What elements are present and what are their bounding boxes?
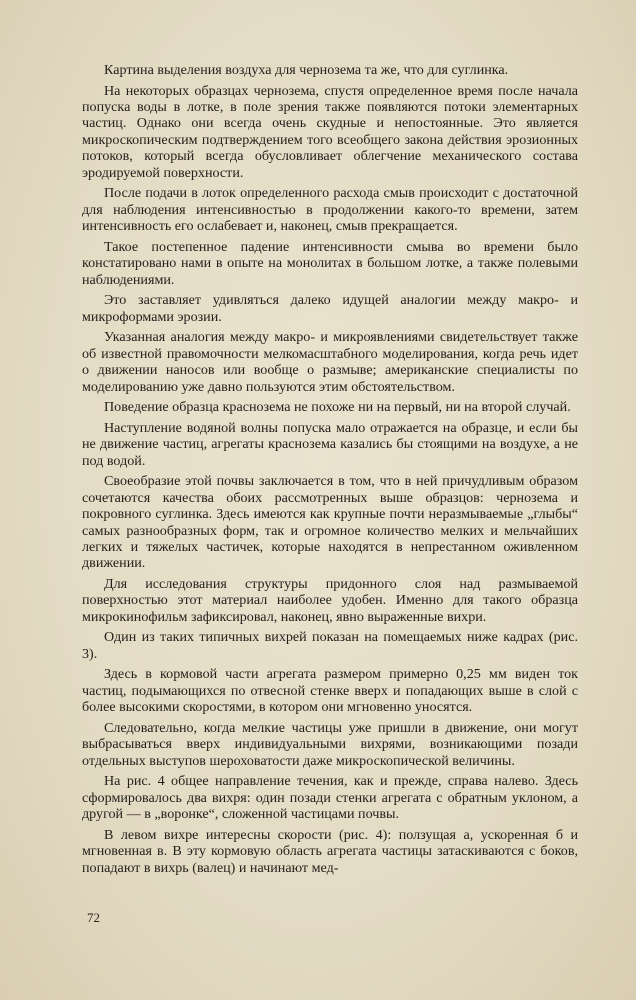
paragraph: Здесь в кормовой части агрегата размером примерно 0,25 мм виден ток частиц, подымающихся по отвесной стенке вверх и попадающих выше в слой с более высокими скоростями, в котором они мгновенно уносятся. bbox=[82, 666, 578, 716]
paragraph: Своеобразие этой почвы заключается в том, что в ней причудливым образом сочетаются качества обоих рассмотренных выше образцов: чернозема и покровного суглинка. Здесь имеются как крупные почти неразмываемые „глыбы“ самых разнообразных форм, так и огромное количество мелких и мельчайших легких и тяжелых частичек, которые находятся в непрестанном оживленном движении. bbox=[82, 473, 578, 572]
paragraph: Следовательно, когда мелкие частицы уже пришли в движение, они могут выбрасываться вверх индивидуальными вихрями, возникающими позади отдельных выступов шероховатости даже микроскопической величины. bbox=[82, 719, 578, 769]
paragraph: На рис. 4 общее направление течения, как и прежде, справа налево. Здесь сформировалось два вихря: один позади стенки агрегата с обратным уклоном, а другой — в „воронке“, сложенной частицами почвы. bbox=[82, 773, 578, 823]
paragraph: В левом вихре интересны скорости (рис. 4): ползущая а, ускоренная б и мгновенная в. В эту кормовую область агрегата частицы затаскиваются с боков, попадают в вихрь (валец) и начинают мед- bbox=[82, 826, 578, 876]
paragraph: Указанная аналогия между макро- и микроявлениями свидетельствует также об известной правомочности мелкомасштабного моделирования, когда речь идет о движении наносов или вообще о размыве; американские специалисты по моделированию уже давно пользуются этим обстоятельством. bbox=[82, 329, 578, 395]
paragraph: Поведение образца краснозема не похоже ни на первый, ни на второй случай. bbox=[104, 399, 571, 416]
paragraph: Наступление водяной волны попуска мало отражается на образце, и если бы не движение частиц, агрегаты краснозема казались бы стоящими на воздухе, а не под водой. bbox=[82, 419, 578, 469]
paragraph: После подачи в лоток определенного расхода смыв происходит с достаточной для наблюдения интенсивностью в продолжении какого-то времени, затем интенсивность его ослабевает и, наконец, смыв прекращается. bbox=[82, 185, 578, 235]
paragraph: Такое постепенное падение интенсивности смыва во времени было констатировано нами в опыте на монолитах в большом лотке, а также полевыми наблюдениями. bbox=[82, 238, 578, 288]
page-number: 72 bbox=[87, 910, 100, 925]
paragraph: На некоторых образцах чернозема, спустя определенное время после начала попуска воды в лотке, в поле зрения также появляются потоки элементарных частиц. Однако они всегда очень скудные и непостоянные. Это является микроскопическим подтверждением того всеобщего закона действия эрозионных потоков, который всегда обусловливает облегчение механического состава эродируемой поверхности. bbox=[82, 82, 578, 181]
paragraph: Это заставляет удивляться далеко идущей аналогии между макро- и микроформами эрозии. bbox=[82, 292, 578, 325]
body-text bbox=[82, 62, 578, 880]
paragraph: Для исследования структуры придонного слоя над размываемой поверхностью этот материал наиболее удобен. Именно для такого образца микрокинофильм зафиксировал, наконец, явно выраженные вихри. bbox=[82, 575, 578, 625]
paragraph: Картина выделения воздуха для чернозема та же, что для суглинка. bbox=[104, 62, 509, 78]
paragraph: Один из таких типичных вихрей показан на помещаемых ниже кадрах (рис. 3). bbox=[82, 629, 578, 662]
